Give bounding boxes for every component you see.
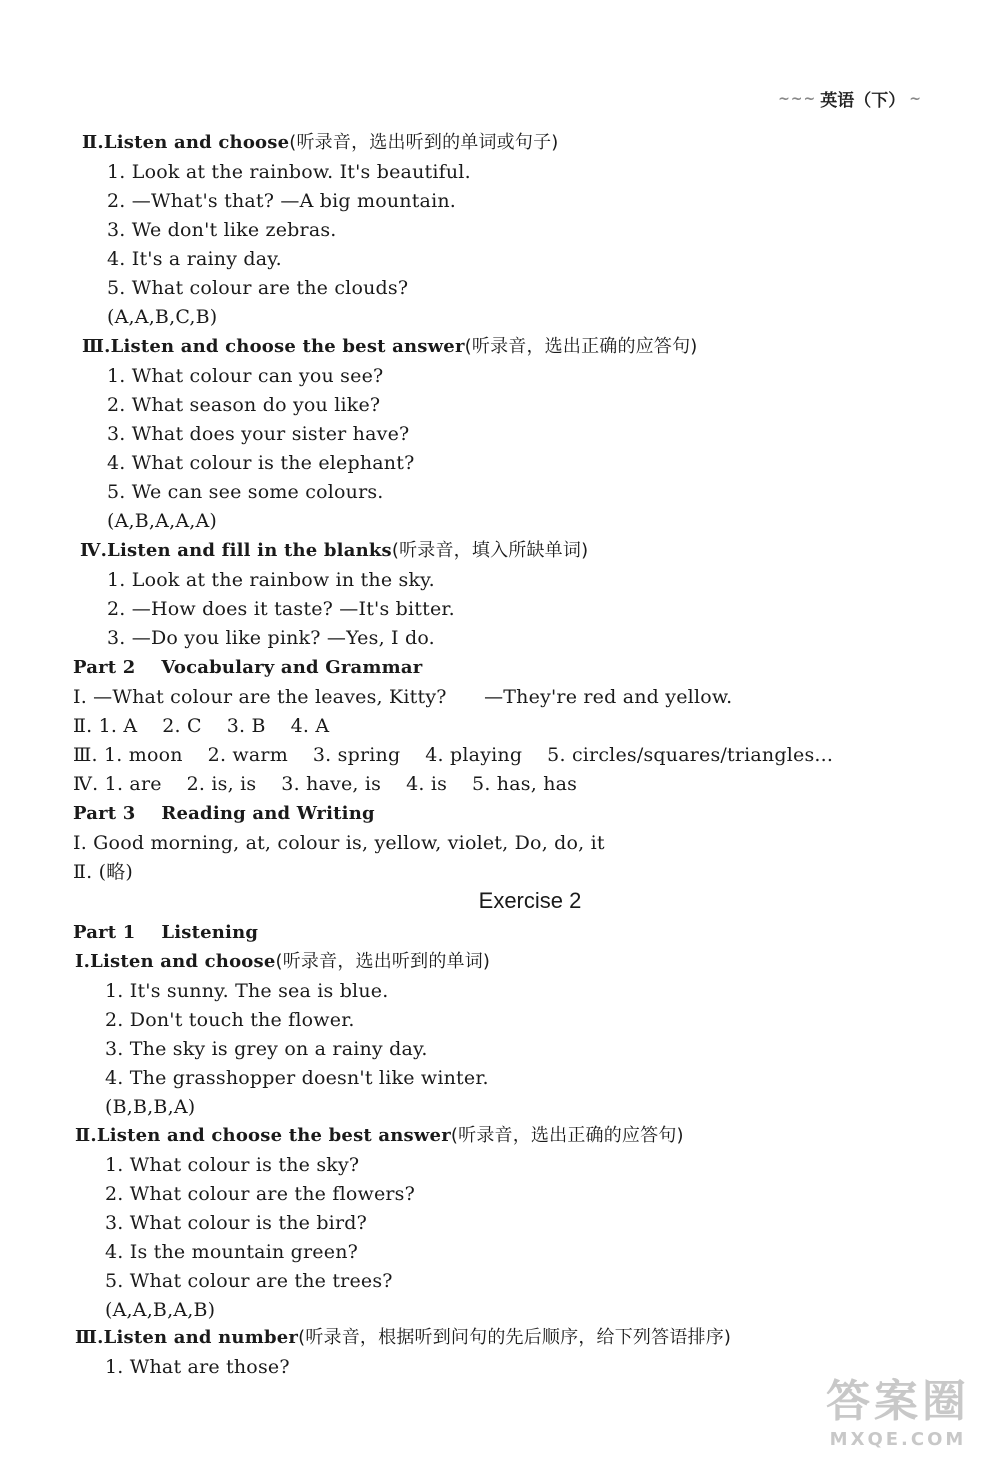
section-heading bbox=[75, 1326, 731, 1350]
list-item: 4. What colour is the elephant? bbox=[107, 452, 415, 474]
section-note: (听录音，根据听到问句的先后顺序，给下列答语排序) bbox=[298, 1327, 732, 1348]
list-item: 1. What colour can you see? bbox=[107, 365, 384, 387]
part-heading: Part 1 Listening bbox=[73, 922, 259, 943]
watermark bbox=[826, 1365, 970, 1450]
section-title: Listen and choose the best answer bbox=[110, 336, 465, 357]
section-heading bbox=[75, 950, 490, 974]
book-header bbox=[778, 86, 922, 111]
list-item: 4. The grasshopper doesn't like winter. bbox=[105, 1067, 489, 1089]
section-note: (听录音，选出听到的单词或句子) bbox=[289, 132, 559, 153]
list-item: 2. Don't touch the flower. bbox=[105, 1009, 355, 1031]
section-title: Listen and fill in the blanks bbox=[107, 540, 392, 561]
section-numeral: Ⅱ. bbox=[75, 1125, 97, 1146]
section-note: (听录音，选出正确的应答句) bbox=[450, 1125, 684, 1146]
list-item: 2. What colour are the flowers? bbox=[105, 1183, 416, 1205]
header-ornament-right: ~ bbox=[909, 90, 922, 107]
list-item: 4. It's a rainy day. bbox=[107, 248, 282, 270]
section-note: (听录音，填入所缺单词) bbox=[391, 540, 589, 561]
header-label: 英语（下） bbox=[820, 91, 906, 111]
section-numeral: Ⅳ. bbox=[80, 540, 108, 561]
section-heading bbox=[80, 539, 588, 563]
list-item: 2. —How does it taste? —It's bitter. bbox=[107, 598, 455, 620]
answer-line: Ⅳ. 1. are 2. is, is 3. have, is 4. is 5. has, has bbox=[73, 773, 578, 795]
answer-line: Ⅰ. —What colour are the leaves, Kitty? —They're red and yellow. bbox=[73, 686, 733, 708]
section-numeral: Ⅲ. bbox=[75, 1327, 104, 1348]
part-heading: Part 2 Vocabulary and Grammar bbox=[73, 657, 423, 678]
list-item: 1. Look at the rainbow. It's beautiful. bbox=[107, 161, 471, 183]
list-item: 3. The sky is grey on a rainy day. bbox=[105, 1038, 428, 1060]
header-ornament-left: ~~~ bbox=[778, 90, 817, 107]
section-note: (听录音，选出听到的单词) bbox=[275, 951, 491, 972]
list-item: 3. We don't like zebras. bbox=[107, 219, 337, 241]
list-item: 2. What season do you like? bbox=[107, 394, 381, 416]
list-item: 1. It's sunny. The sea is blue. bbox=[105, 980, 389, 1002]
section-numeral: Ⅱ. bbox=[82, 132, 104, 153]
section-heading bbox=[82, 131, 559, 155]
list-item: 1. Look at the rainbow in the sky. bbox=[107, 569, 435, 591]
answer-key: (B,B,B,A) bbox=[105, 1096, 196, 1118]
answer-line: Ⅰ. Good morning, at, colour is, yellow, violet, Do, do, it bbox=[73, 832, 605, 854]
section-title: Listen and choose bbox=[90, 951, 276, 972]
list-item: 5. What colour are the trees? bbox=[105, 1270, 393, 1292]
list-item: 3. What colour is the bird? bbox=[105, 1212, 367, 1234]
answer-key: (A,A,B,C,B) bbox=[107, 306, 218, 328]
section-title: Listen and choose the best answer bbox=[96, 1125, 451, 1146]
answer-key: (A,B,A,A,A) bbox=[107, 510, 218, 532]
watermark-logo-text: 答案圈 bbox=[826, 1376, 970, 1427]
answer-line: Ⅲ. 1. moon 2. warm 3. spring 4. playing 5. circles/squares/triangles... bbox=[73, 744, 834, 766]
list-item: 5. We can see some colours. bbox=[107, 481, 384, 503]
list-item: 3. —Do you like pink? —Yes, I do. bbox=[107, 627, 435, 649]
exercise-title: Exercise 2 bbox=[478, 888, 582, 913]
watermark-url: MXQE.COM bbox=[829, 1429, 967, 1450]
section-heading bbox=[82, 335, 698, 359]
list-item: 1. What colour is the sky? bbox=[105, 1154, 360, 1176]
answer-key: (A,A,B,A,B) bbox=[105, 1299, 216, 1321]
section-numeral: Ⅰ. bbox=[75, 951, 91, 972]
section-numeral: Ⅲ. bbox=[82, 336, 111, 357]
list-item: 4. Is the mountain green? bbox=[105, 1241, 359, 1263]
list-item: 1. What are those? bbox=[105, 1356, 290, 1378]
answer-line: Ⅱ. 1. A 2. C 3. B 4. A bbox=[73, 715, 330, 737]
section-note: (听录音，选出正确的应答句) bbox=[464, 336, 698, 357]
list-item: 2. —What's that? —A big mountain. bbox=[107, 190, 457, 212]
list-item: 3. What does your sister have? bbox=[107, 423, 410, 445]
section-title: Listen and choose bbox=[103, 132, 290, 153]
answer-line: Ⅱ. (略) bbox=[73, 861, 134, 883]
part-heading: Part 3 Reading and Writing bbox=[73, 803, 375, 824]
section-heading bbox=[75, 1124, 684, 1148]
section-title: Listen and number bbox=[103, 1327, 299, 1348]
list-item: 5. What colour are the clouds? bbox=[107, 277, 409, 299]
